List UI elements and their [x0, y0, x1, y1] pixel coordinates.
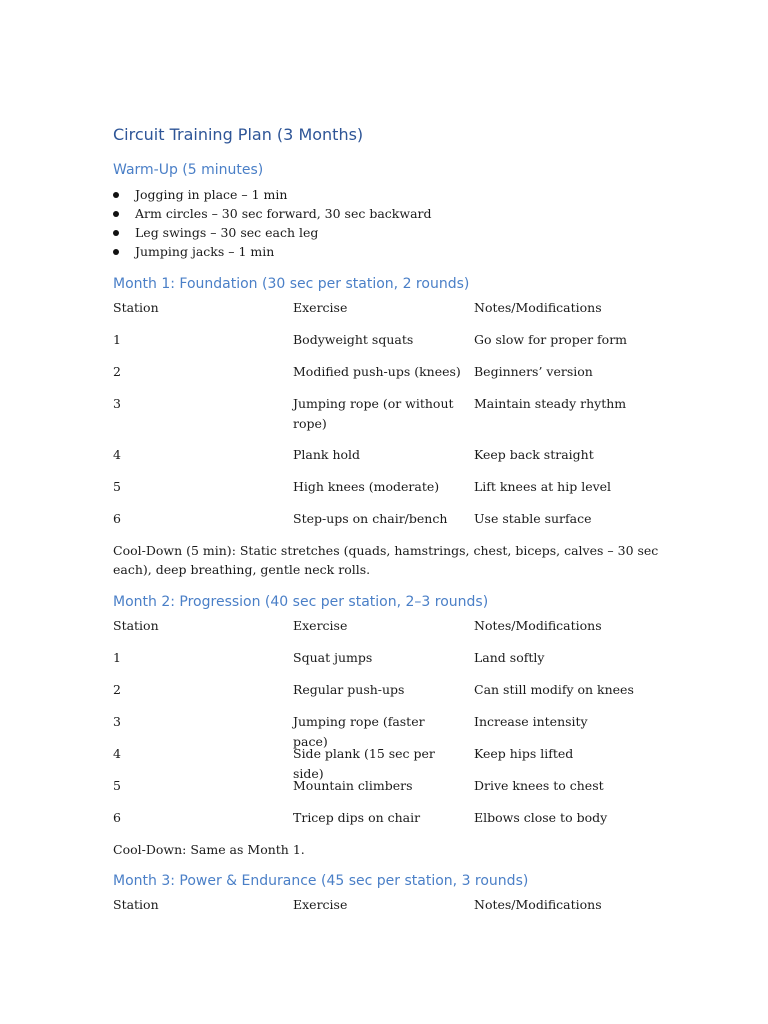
bullet-icon [113, 192, 119, 198]
exercise-cell: Bodyweight squats [293, 332, 414, 347]
notes-cell: Go slow for proper form [474, 332, 628, 347]
list-item-text: Arm circles – 30 sec forward, 30 sec backward [135, 206, 432, 221]
station-cell: 5 [113, 479, 121, 494]
list-item [113, 223, 432, 242]
exercise-cell: Jumping rope (faster pace) [293, 714, 425, 749]
month2-heading: Month 2: Progression (40 sec per station, 2–3 rounds) [113, 594, 489, 610]
table-row [113, 509, 673, 541]
column-header: Notes/Modifications [474, 300, 602, 315]
exercise-cell: Jumping rope (or without rope) [293, 396, 454, 431]
column-header: Exercise [293, 300, 348, 315]
list-item-text: Jogging in place – 1 min [135, 187, 288, 202]
column-header: Notes/Modifications [474, 897, 602, 912]
column-header: Station [113, 618, 159, 633]
station-cell: 2 [113, 682, 121, 697]
month1-cooldown: Cool-Down (5 min): Static stretches (quads, hamstrings, chest, biceps, calves – 30 sec each), deep breathing, gentle neck rolls. [113, 543, 659, 577]
exercise-cell: Regular push-ups [293, 682, 405, 697]
notes-cell: Use stable surface [474, 511, 592, 526]
exercise-cell: Side plank (15 sec per side) [293, 746, 435, 781]
warmup-list [113, 185, 432, 261]
table-row [113, 744, 673, 781]
table-row [113, 362, 673, 394]
list-item [113, 185, 432, 204]
month2-table [113, 616, 673, 840]
station-cell: 3 [113, 396, 121, 411]
notes-cell: Keep hips lifted [474, 746, 574, 761]
station-cell: 4 [113, 746, 121, 761]
station-cell: 3 [113, 714, 121, 729]
station-cell: 6 [113, 810, 121, 825]
exercise-cell: High knees (moderate) [293, 479, 440, 494]
exercise-cell: Plank hold [293, 447, 361, 462]
table-row [113, 477, 673, 509]
column-header: Notes/Modifications [474, 618, 602, 633]
month3-table [113, 895, 673, 927]
table-row [113, 445, 673, 477]
month2-cooldown: Cool-Down: Same as Month 1. [113, 842, 305, 857]
bullet-icon [113, 230, 119, 236]
table-row [113, 648, 673, 680]
station-cell: 4 [113, 447, 121, 462]
notes-cell: Drive knees to chest [474, 778, 604, 793]
notes-cell: Land softly [474, 650, 545, 665]
list-item [113, 242, 432, 261]
notes-cell: Elbows close to body [474, 810, 608, 825]
table-row [113, 712, 673, 749]
table-header-row [113, 616, 673, 648]
station-cell: 5 [113, 778, 121, 793]
station-cell: 1 [113, 332, 121, 347]
notes-cell: Increase intensity [474, 714, 588, 729]
column-header: Exercise [293, 897, 348, 912]
list-item-text: Jumping jacks – 1 min [135, 244, 275, 259]
warmup-heading: Warm-Up (5 minutes) [113, 162, 264, 178]
month1-heading: Month 1: Foundation (30 sec per station, 2 rounds) [113, 276, 470, 292]
month3-heading: Month 3: Power & Endurance (45 sec per station, 3 rounds) [113, 873, 529, 889]
list-item-text: Leg swings – 30 sec each leg [135, 225, 319, 240]
table-row [113, 776, 673, 808]
table-header-row [113, 895, 673, 927]
exercise-cell: Tricep dips on chair [293, 810, 421, 825]
column-header: Station [113, 897, 159, 912]
column-header: Exercise [293, 618, 348, 633]
table-row [113, 394, 673, 445]
table-row [113, 808, 673, 840]
bullet-icon [113, 211, 119, 217]
exercise-cell: Squat jumps [293, 650, 373, 665]
notes-cell: Maintain steady rhythm [474, 396, 627, 411]
month1-table [113, 298, 673, 541]
station-cell: 2 [113, 364, 121, 379]
exercise-cell: Mountain climbers [293, 778, 413, 793]
table-row [113, 680, 673, 712]
notes-cell: Beginners’ version [474, 364, 593, 379]
notes-cell: Can still modify on knees [474, 682, 634, 697]
station-cell: 1 [113, 650, 121, 665]
table-row [113, 330, 673, 362]
notes-cell: Lift knees at hip level [474, 479, 612, 494]
exercise-cell: Step-ups on chair/bench [293, 511, 448, 526]
column-header: Station [113, 300, 159, 315]
exercise-cell: Modified push-ups (knees) [293, 364, 461, 379]
table-header-row [113, 298, 673, 330]
notes-cell: Keep back straight [474, 447, 594, 462]
list-item [113, 204, 432, 223]
station-cell: 6 [113, 511, 121, 526]
page-title: Circuit Training Plan (3 Months) [113, 125, 364, 144]
bullet-icon [113, 249, 119, 255]
